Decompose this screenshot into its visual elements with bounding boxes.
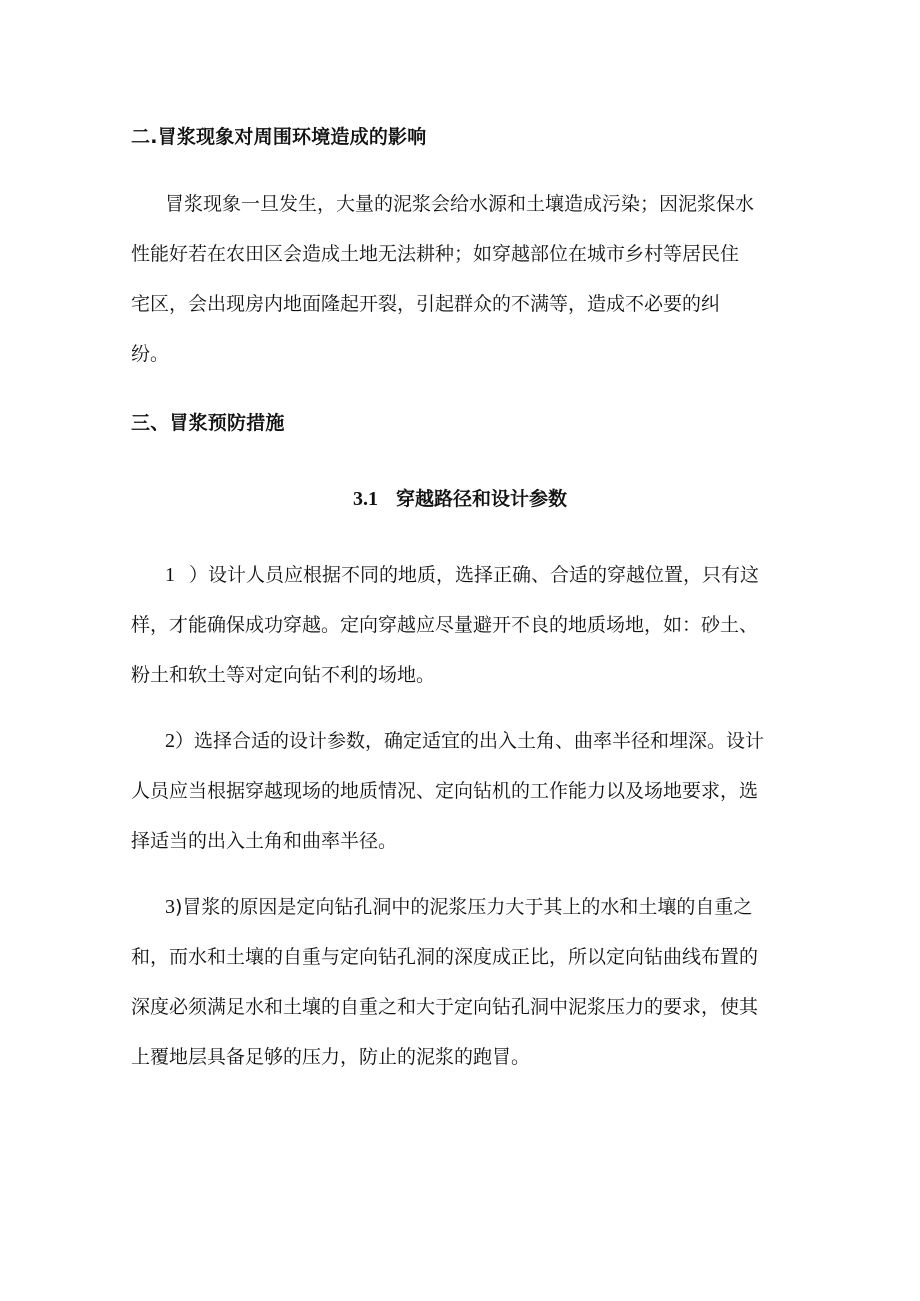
section-heading-2: 二.冒浆现象对周围环境造成的影响 (131, 126, 427, 148)
item-text: )冒浆的原因是定向钻孔洞中的泥浆压力大于其上的水和土壤的自重之 (175, 896, 753, 918)
paragraph-line: 样，才能确保成功穿越。定向穿越应尽量避开不良的地质场地，如：砂土、 (131, 614, 759, 636)
item-text: ）选择合适的设计参数，确定适宜的出入土角、曲率半径和埋深。设计 (175, 730, 765, 752)
paragraph-line: 上覆地层具备足够的压力，防止的泥浆的跑冒。 (131, 1046, 531, 1068)
list-item-2 (131, 716, 811, 866)
item-first-line (131, 882, 811, 932)
subsection-number: 3.1 (352, 488, 378, 510)
paragraph-line: 冒浆现象一旦发生，大量的泥浆会给水源和土壤造成污染；因泥浆保水 (165, 193, 755, 215)
paragraph-line: 择适当的出入土角和曲率半径。 (131, 830, 398, 852)
paragraph-line: 和，而水和土壤的自重与定向钻孔洞的深度成正比，所以定向钻曲线布置的 (131, 946, 759, 968)
item-first-line (131, 550, 811, 600)
section-heading-3: 三、冒浆预防措施 (131, 412, 285, 434)
subsection-heading (0, 484, 920, 511)
list-item-1 (131, 550, 811, 700)
item-text: ）设计人员应根据不同的地质，选择正确、合适的穿越位置，只有这 (189, 564, 760, 586)
list-item-3 (131, 882, 811, 1082)
paragraph-line: 纷。 (131, 343, 170, 365)
paragraph-line: 深度必须满足水和土壤的自重之和大于定向钻孔洞中泥浆压力的要求，使其 (131, 996, 759, 1018)
item-marker: 3 (165, 896, 175, 918)
paragraph-line: 宅区，会出现房内地面隆起开裂，引起群众的不满等，造成不必要的纠 (131, 293, 721, 315)
paragraph-line: 人员应当根据穿越现场的地质情况、定向钻机的工作能力以及场地要求，选 (131, 780, 759, 802)
item-first-line (131, 716, 811, 766)
item-marker: 2 (165, 730, 175, 752)
item-marker: 1 (165, 564, 175, 586)
subsection-title: 穿越路径和设计参数 (395, 488, 567, 510)
section2-paragraph (131, 179, 811, 379)
paragraph-line: 粉土和软土等对定向钻不利的场地。 (131, 664, 436, 686)
paragraph-line: 性能好若在农田区会造成土地无法耕种；如穿越部位在城市乡村等居民住 (131, 243, 740, 265)
